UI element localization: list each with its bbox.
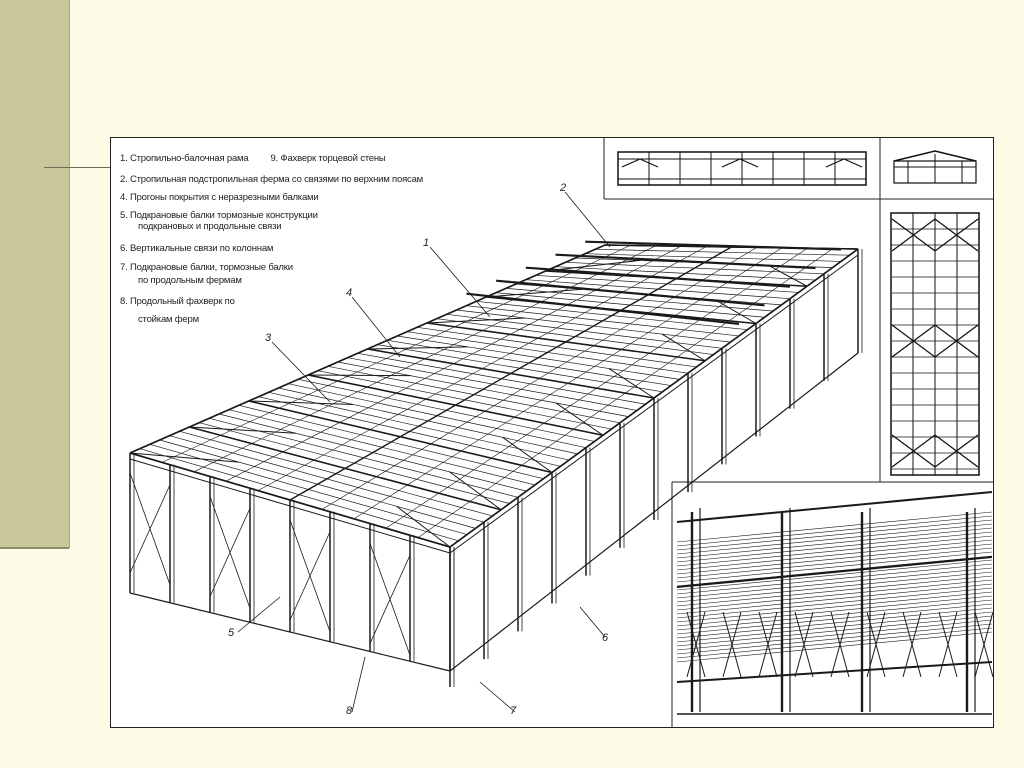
legend-item — [138, 275, 242, 287]
callout-4: 4 — [346, 287, 353, 299]
legend-item — [120, 243, 273, 255]
legend-text: Продольный фахверк по — [129, 296, 235, 307]
decorative-side-band — [0, 0, 70, 548]
side-elevation-view — [618, 152, 866, 185]
legend-number: 6. — [120, 243, 130, 254]
legend-text: Подкрановые балки, тормозные балки — [129, 262, 293, 273]
legend-item — [120, 192, 319, 204]
callout-7: 7 — [510, 705, 517, 717]
callout-1: 1 — [423, 237, 430, 249]
legend-item — [120, 174, 423, 186]
structural-drawing-sheet — [110, 137, 994, 728]
legend-item — [120, 296, 235, 308]
callout-3: 3 — [265, 332, 272, 344]
callout-2: 2 — [560, 182, 567, 194]
legend-text: Прогоны покрытия с неразрезными балками — [129, 192, 319, 203]
legend-number: 8. — [120, 296, 130, 307]
callout-8: 8 — [346, 705, 353, 717]
roof-plan-view — [891, 213, 979, 475]
legend-number: 4. — [120, 192, 130, 203]
legend-text: стойкам ферм — [138, 314, 199, 325]
side-band-divider — [0, 547, 69, 549]
end-elevation-view — [894, 151, 976, 183]
callout-5: 5 — [228, 627, 235, 639]
legend-text: Стропильная подстропильная ферма со связями по верхним поясам — [129, 174, 423, 185]
legend-number: 2. — [120, 174, 130, 185]
detail-perspective-view — [677, 492, 993, 714]
legend-number: 1. — [120, 153, 130, 164]
legend-text: Стропильно-балочная рама — [129, 153, 249, 164]
legend-text: Подкрановые балки тормозные конструкции — [129, 210, 318, 221]
legend-item — [120, 262, 293, 274]
legend-item — [120, 153, 386, 165]
legend-number: 7. — [120, 262, 130, 273]
callout-6: 6 — [602, 632, 609, 644]
legend-text: подкрановых и продольные связи — [138, 221, 282, 232]
legend-item — [138, 314, 199, 326]
legend-number: 5. — [120, 210, 130, 221]
legend-text: по продольным фермам — [138, 275, 242, 286]
legend-text: Вертикальные связи по колоннам — [129, 243, 274, 254]
connector-line — [44, 167, 110, 168]
legend-text-extra: 9. Фахверк торцевой стены — [270, 153, 386, 164]
legend-item — [138, 221, 281, 233]
